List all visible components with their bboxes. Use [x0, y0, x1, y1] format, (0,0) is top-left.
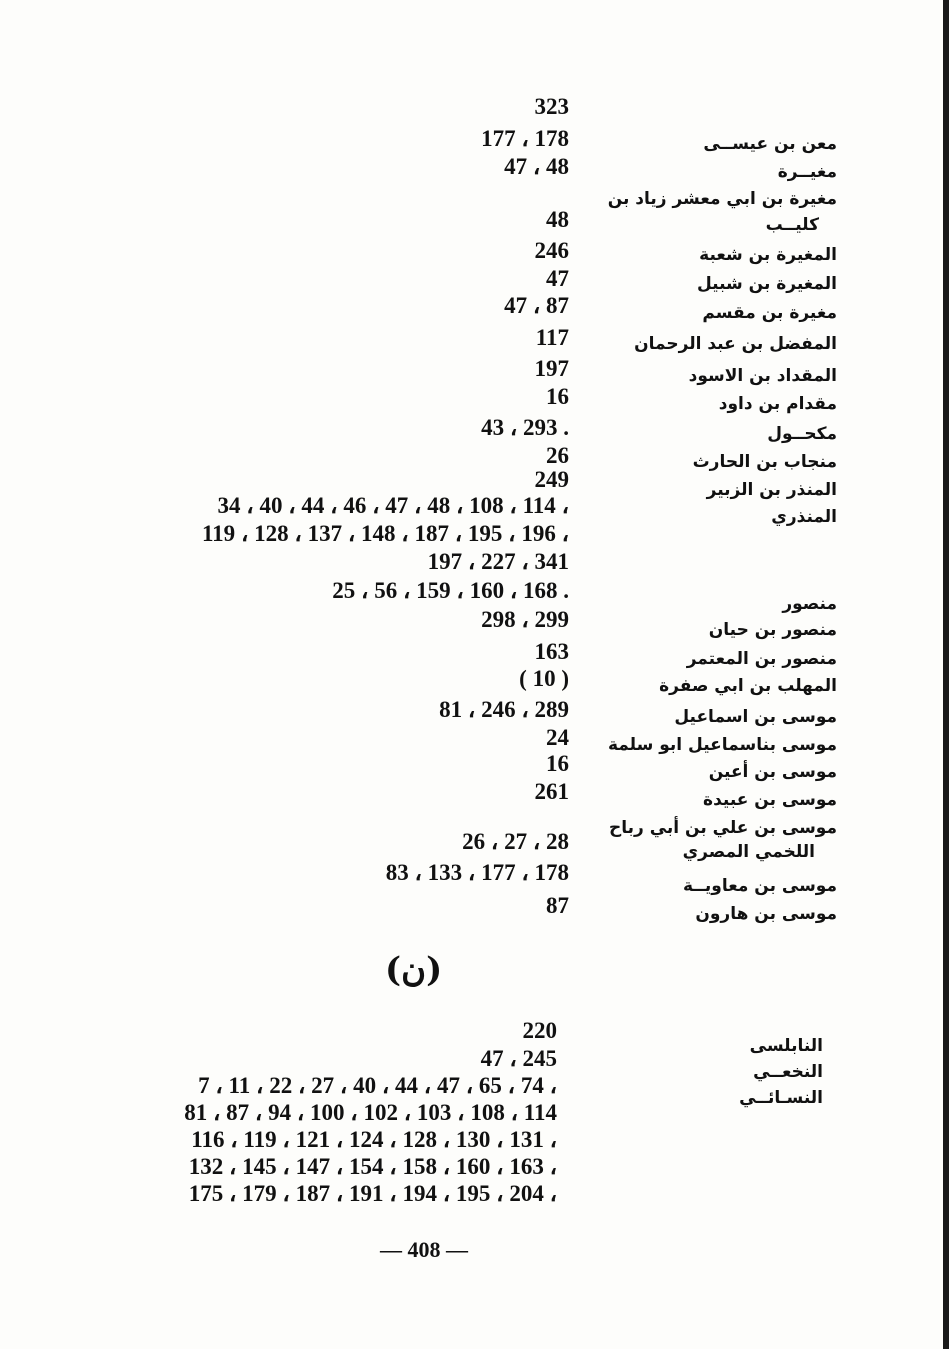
page-refs: 341 ، 227 ، 197 [427, 549, 569, 574]
index-name: كليــب [765, 215, 819, 235]
page-refs: 163 [534, 639, 569, 664]
page-refs: 197 [534, 356, 569, 381]
page-refs: 16 [546, 751, 569, 776]
index-name: منصور بن حيان [708, 620, 837, 640]
index-name: النابلسى [749, 1036, 823, 1056]
page-refs: 178 ، 177 ، 133 ، 83 [385, 860, 569, 885]
index-name: موسى بناسماعيل ابو سلمة [607, 735, 837, 755]
index-name: مكحــول [767, 424, 837, 444]
index-name: النسـائــي [739, 1088, 823, 1108]
index-name: المنذر بن الزبير [706, 480, 837, 500]
page-refs: 47 [546, 266, 569, 291]
page-refs: 261 [534, 779, 569, 804]
index-name: معن بن عيســى [703, 134, 837, 154]
index-name: موسى بن اسماعيل [674, 707, 837, 727]
page-refs: 114 ، 108 ، 103 ، 102 ، 100 ، 94 ، 87 ، 81 [184, 1100, 557, 1125]
index-name: المغيرة بن شبيل [696, 274, 837, 294]
page-refs: . 168 ، 160 ، 159 ، 56 ، 25 [332, 578, 569, 603]
page-refs: 299 ، 298 [481, 607, 569, 632]
page-refs: ، 131 ، 130 ، 128 ، 124 ، 121 ، 119 ، 116 [191, 1127, 557, 1152]
index-name: موسى بن معاويــة [682, 876, 837, 896]
page-refs: 220 [522, 1018, 557, 1043]
index-name: مغيرة بن ابي معشر زياد بن [607, 189, 837, 209]
page-refs: 289 ، 246 ، 81 [439, 697, 569, 722]
page-refs: ( 10 ) [519, 666, 569, 691]
index-name: المنذري [771, 507, 837, 527]
page-refs: 246 [534, 238, 569, 263]
index-name: موسى بن هارون [695, 904, 837, 924]
page-refs: ، 163 ، 160 ، 158 ، 154 ، 147 ، 145 ، 132 [188, 1154, 557, 1179]
page-refs: ، 114 ، 108 ، 48 ، 47 ، 46 ، 44 ، 40 ، 34 [217, 493, 569, 518]
page-refs: 87 ، 47 [504, 293, 569, 318]
page-refs: . 293 ، 43 [481, 415, 569, 440]
index-name: منجاب بن الحارث [692, 452, 837, 472]
page-refs: ، 74 ، 65 ، 47 ، 44 ، 40 ، 27 ، 22 ، 11 ، 7 [198, 1073, 557, 1098]
index-name: موسى بن أعين [708, 762, 837, 782]
index-name: مقدام بن داود [718, 394, 837, 414]
index-name: منصور [782, 594, 837, 614]
index-name: موسى بن عبيدة [703, 790, 837, 810]
index-name: اللخمي المصري [682, 842, 815, 862]
page-refs: 48 ، 47 [504, 154, 569, 179]
page-refs: 28 ، 27 ، 26 [462, 829, 569, 854]
index-name: النخعــي [753, 1062, 823, 1082]
index-name: موسى بن علي بن أبي رباح [608, 818, 837, 838]
page-refs: 249 [534, 467, 569, 492]
page-refs: 245 ، 47 [480, 1046, 557, 1071]
page-refs: 16 [546, 384, 569, 409]
index-name: المفضل بن عبد الرحمان [634, 334, 837, 354]
section-letter-heading: (ن) [385, 950, 443, 990]
page-refs: 26 [546, 443, 569, 468]
page-refs: 48 [546, 207, 569, 232]
index-name: منصور بن المعتمر [686, 649, 837, 669]
page-refs: ، 196 ، 195 ، 187 ، 148 ، 137 ، 128 ، 119 [201, 521, 569, 546]
page-refs: ، 204 ، 195 ، 194 ، 191 ، 187 ، 179 ، 175 [188, 1181, 557, 1206]
page-refs: 117 [535, 325, 569, 350]
index-name: مغيــرة [777, 162, 837, 182]
page-refs: 178 ، 177 [481, 126, 569, 151]
index-name: المقداد بن الاسود [688, 366, 837, 386]
page-footer-number: — 408 — [380, 1237, 468, 1262]
index-name: مغيرة بن مقسم [702, 303, 837, 323]
index-name: المغيرة بن شعبة [699, 245, 837, 265]
page-refs: 24 [546, 725, 569, 750]
index-name: المهلب بن ابي صفرة [659, 676, 837, 696]
page-refs: 87 [546, 893, 569, 918]
page-edge [943, 0, 949, 1349]
